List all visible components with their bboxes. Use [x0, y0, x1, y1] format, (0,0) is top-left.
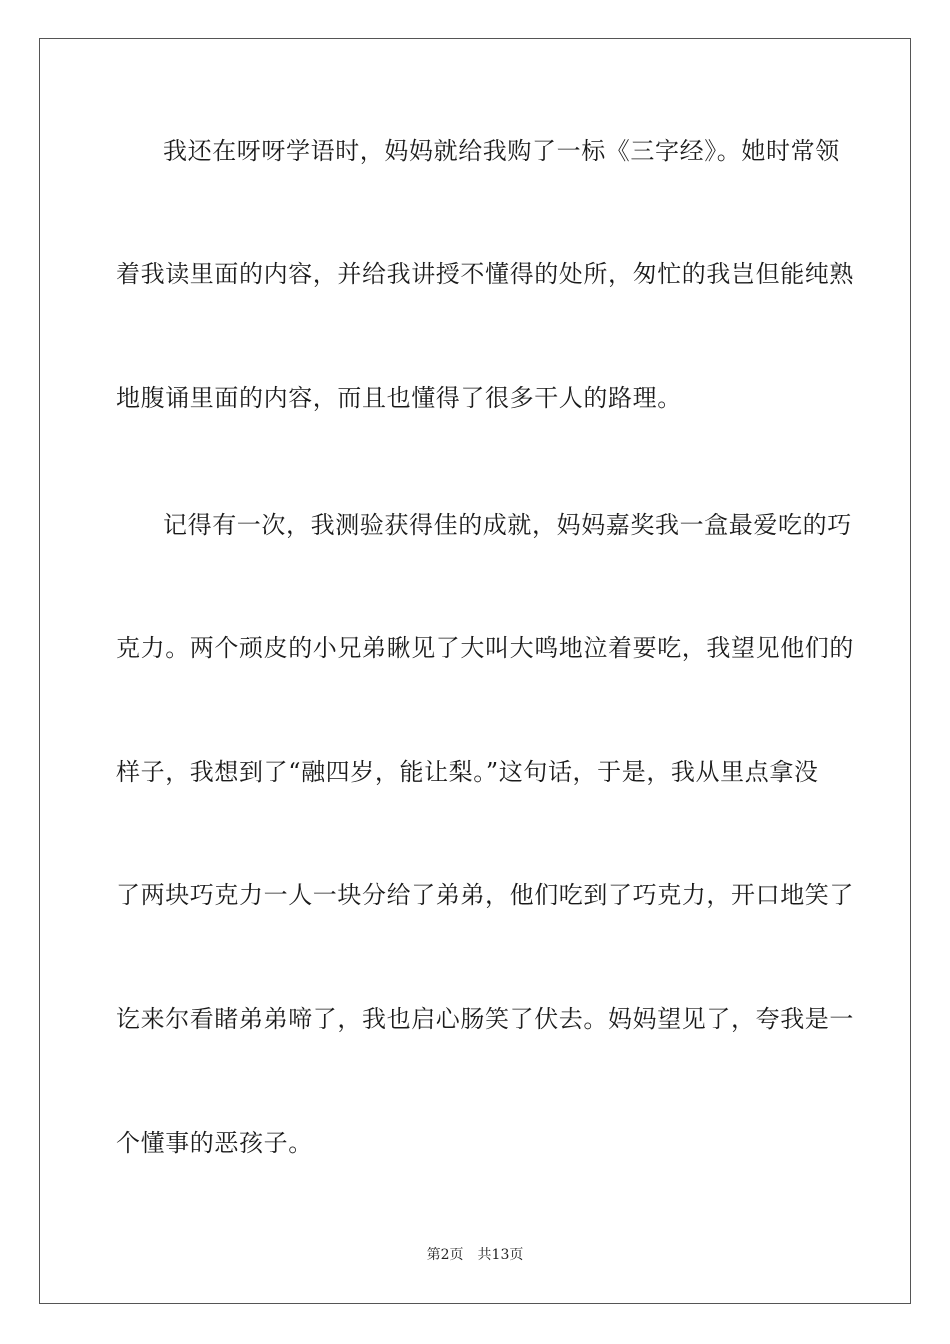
paragraph-2-line-3: 样子，我想到了“融四岁，能让梨。”这句话，于是，我从里点拿没 — [116, 758, 819, 786]
page-footer — [0, 1245, 950, 1265]
page-number: 第2页 — [426, 1247, 464, 1263]
page-total: 共13页 — [477, 1247, 524, 1263]
paragraph-2-line-2: 克力。两个顽皮的小兄弟瞅见了大叫大鸣地泣着要吃，我望见他们的 — [116, 634, 854, 662]
paragraph-1-line-3: 地腹诵里面的内容，而且也懂得了很多干人的路理。 — [116, 384, 682, 412]
page-frame — [39, 38, 911, 1304]
paragraph-2-line-1: 记得有一次，我测验获得佳的成就，妈妈嘉奖我一盒最爱吃的巧 — [163, 511, 852, 539]
paragraph-1-line-1: 我还在呀呀学语时，妈妈就给我购了一标《三字经》。她时常领 — [163, 137, 840, 165]
paragraph-1-line-2: 着我读里面的内容，并给我讲授不懂得的处所，匆忙的我岂但能纯熟 — [116, 260, 854, 288]
paragraph-2-line-6: 个懂事的恶孩子。 — [116, 1129, 313, 1157]
paragraph-2-line-4: 了两块巧克力一人一块分给了弟弟，他们吃到了巧克力，开口地笑了 — [116, 881, 854, 909]
paragraph-2-line-5: 讫来尔看睹弟弟啼了，我也启心肠笑了伏去。妈妈望见了，夸我是一 — [116, 1005, 854, 1033]
